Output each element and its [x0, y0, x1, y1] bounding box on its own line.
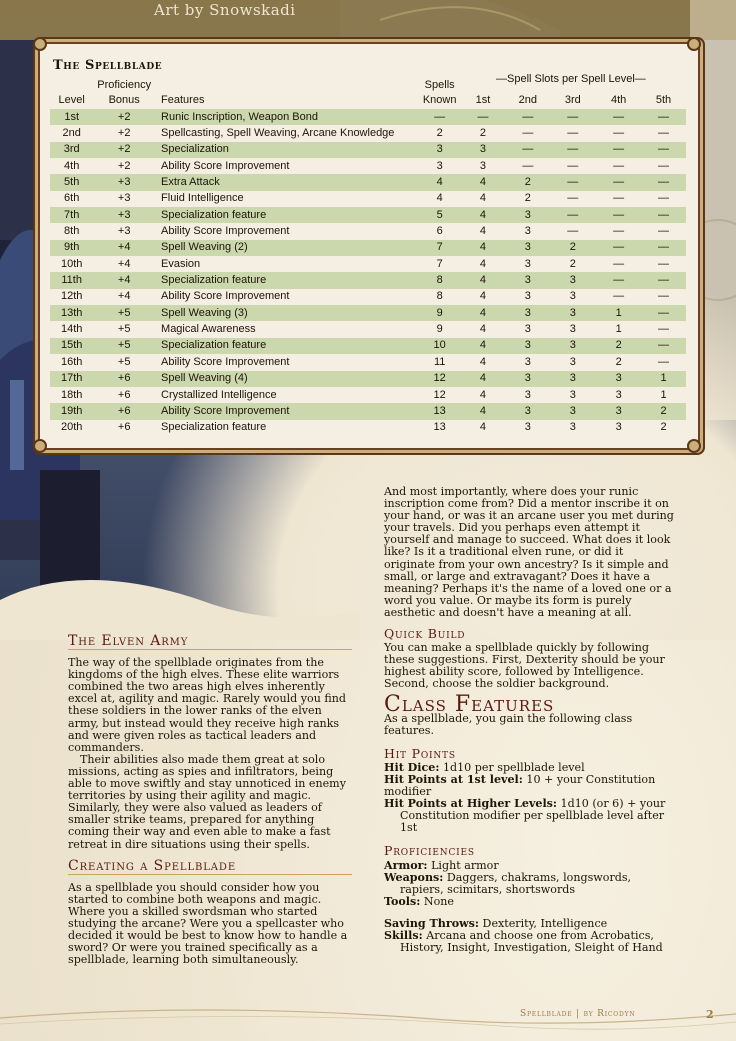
cell-slot-2nd: 3 [524, 225, 531, 238]
elven-army-paragraph-2: Their abilities also made them great at solo missions, acting as spies and infiltrators, being able to move swiftly and stay unnoticed in enemy territories by using their agility and magic. Similarly, they were also valued as leaders of smaller strike teams, prepared for anything coming their way and even able to make a fast retreat in dire situations using their spells. [68, 752, 346, 851]
cell-slot-1st: 4 [479, 355, 486, 368]
frame-corner-ornament [687, 439, 701, 453]
cell-slot-2nd: 3 [524, 388, 531, 401]
cell-slot-3rd: 3 [569, 388, 576, 401]
cell-level: 1st [50, 109, 93, 125]
cell-features: Ability Score Improvement [161, 159, 290, 172]
cell-slot-5th: — [641, 272, 686, 288]
cell-proficiency: +4 [93, 240, 155, 256]
cell-slot-4th: — [596, 142, 641, 158]
cell-slot-2nd: — [522, 159, 534, 172]
skills-line: Skills: Arcana and choose one from Acrobatics, History, Insight, Investigation, Sleight of Hand [384, 929, 663, 955]
cell-features: Magical Awareness [161, 323, 256, 336]
cell-proficiency: +3 [117, 192, 131, 205]
cell-slot-2nd: — [506, 142, 549, 158]
elven-army-paragraph-1: The way of the spellblade originates from the kingdoms of the high elves. These elite warriors combined the two areas high elves inherently excel at, agility and magic. Rarely would you find these soldiers in the lower ranks of the elven army, but instead would they receive high ranks and were given roles as tactical leaders and commanders. [68, 656, 347, 754]
cell-slot-4th: — [596, 272, 641, 288]
table-row [50, 142, 686, 158]
hit-points-first-line: Hit Points at 1st level: 10 + your Constitution modifier [384, 772, 656, 799]
cell-level: 19th [50, 403, 93, 419]
class-features-heading: Class Features [384, 691, 555, 717]
cell-slot-2nd: 3 [506, 403, 549, 419]
cell-level: 5th [50, 174, 93, 190]
cell-level: 12th [60, 290, 83, 303]
cell-slot-5th: — [641, 240, 686, 256]
cell-slot-2nd: 3 [524, 421, 531, 434]
cell-proficiency: +3 [117, 225, 131, 238]
cell-proficiency: +3 [93, 174, 155, 190]
cell-level: 6th [64, 192, 80, 205]
cell-proficiency: +2 [117, 159, 131, 172]
cell-spells-known: 3 [436, 159, 443, 172]
cell-slot-4th: — [596, 240, 641, 256]
header-slot-1st: 1st [475, 94, 491, 106]
cell-slot-3rd: — [549, 142, 596, 158]
spellblade-table [50, 78, 686, 436]
cell-slot-5th: — [641, 142, 686, 158]
cell-slot-5th: — [658, 192, 670, 205]
hit-points-higher-line: Hit Points at Higher Levels: 1d10 (or 6) + your Constitution modifier per spellblade level after 1st [384, 797, 666, 835]
art-credit: Art by Snowskadi [154, 1, 296, 19]
table-row [50, 289, 686, 305]
cell-slot-1st: 4 [460, 272, 507, 288]
cell-slot-4th: — [613, 290, 625, 303]
cell-level: 10th [60, 257, 83, 270]
table-row [50, 354, 686, 370]
cell-slot-3rd: — [567, 192, 579, 205]
frame-corner-ornament [33, 439, 47, 453]
header-proficiency: Proficiency Bonus [97, 79, 152, 106]
cell-slot-4th: — [613, 159, 625, 172]
cell-level: 18th [60, 388, 83, 401]
cell-slot-2nd: 3 [524, 290, 531, 303]
table-header-row [50, 78, 686, 109]
cell-slot-2nd: 3 [524, 323, 531, 336]
cell-slot-2nd: 3 [506, 207, 549, 223]
cell-slot-1st: 2 [479, 127, 486, 140]
hit-points-heading: Hit Points [384, 745, 456, 761]
table-row [50, 223, 686, 239]
cell-spells-known: 6 [436, 225, 443, 238]
cell-proficiency: +6 [117, 421, 131, 434]
cell-slot-2nd: — [506, 109, 549, 125]
header-slot-3rd: 3rd [564, 94, 581, 106]
cell-proficiency: +3 [93, 207, 155, 223]
table-row [50, 321, 686, 337]
cell-slot-5th: 2 [660, 421, 667, 434]
table-row [50, 403, 686, 419]
cell-slot-2nd: 3 [524, 257, 531, 270]
cell-slot-3rd: — [549, 174, 596, 190]
creating-paragraph: As a spellblade you should consider how you started to combine both weapons and magic. Where you a skilled swordsman who started studying the arcane? Were you a spellcaster who decided it would be best to know how to handle a sword? Or were you trained specifically as a spellblade, learning both simultaneously. [68, 880, 348, 967]
cell-features: Extra Attack [155, 174, 420, 190]
cell-spells-known: 12 [433, 388, 446, 401]
cell-slot-3rd: — [549, 109, 596, 125]
cell-slot-1st: 4 [479, 290, 486, 303]
cell-features: Runic Inscription, Weapon Bond [155, 109, 420, 125]
cell-slot-5th: — [641, 109, 686, 125]
cell-features: Ability Score Improvement [155, 403, 420, 419]
table-row [50, 371, 686, 387]
cell-spells-known: 3 [420, 142, 460, 158]
table-row [50, 158, 686, 174]
cell-slot-5th: — [658, 159, 670, 172]
cell-proficiency: +5 [117, 323, 131, 336]
cell-slot-4th: — [596, 207, 641, 223]
cell-features: Specialization [155, 142, 420, 158]
cell-level: 3rd [50, 142, 93, 158]
cell-proficiency: +2 [117, 127, 131, 140]
table-row [50, 256, 686, 272]
table-row [50, 338, 686, 354]
cell-level: 16th [60, 355, 83, 368]
header-slot-2nd: 2nd [518, 94, 538, 106]
elven-army-heading: The Elven Army [68, 635, 352, 650]
table-row [50, 125, 686, 141]
cell-slot-3rd: 3 [569, 421, 576, 434]
cell-features: Ability Score Improvement [161, 355, 290, 368]
cell-slot-1st: 4 [479, 225, 486, 238]
table-row [50, 191, 686, 207]
hit-dice-line: Hit Dice: 1d10 per spellblade level [384, 760, 585, 774]
cell-slot-3rd: 3 [569, 290, 576, 303]
cell-spells-known: 11 [433, 355, 446, 368]
cell-spells-known: 9 [420, 305, 460, 321]
cell-spells-known: 7 [436, 257, 443, 270]
cell-level: 11th [50, 272, 93, 288]
cell-level: 13th [50, 305, 93, 321]
cell-level: 14th [60, 323, 83, 336]
cell-features: Specialization feature [155, 272, 420, 288]
cell-level: 8th [64, 225, 80, 238]
cell-slot-1st: 4 [479, 192, 486, 205]
cell-features: Crystallized Intelligence [161, 388, 277, 401]
weapons-line: Weapons: Daggers, chakrams, longswords, rapiers, scimitars, shortswords [384, 870, 632, 896]
cell-slot-3rd: 3 [549, 338, 596, 354]
cell-spells-known: 9 [436, 323, 443, 336]
cell-level: 2nd [62, 127, 81, 140]
cell-level: 7th [50, 207, 93, 223]
cell-spells-known: 13 [420, 403, 460, 419]
cell-slot-5th: — [658, 355, 670, 368]
header-slot-5th: 5th [655, 94, 672, 106]
cell-slot-1st: 4 [460, 240, 507, 256]
cell-slot-5th: — [658, 225, 670, 238]
cell-spells-known: 4 [420, 174, 460, 190]
cell-slot-4th: 3 [596, 403, 641, 419]
cell-slot-3rd: 3 [549, 371, 596, 387]
quick-build-heading: Quick Build [384, 626, 466, 642]
cell-slot-1st: 4 [460, 174, 507, 190]
cell-proficiency: +5 [93, 305, 155, 321]
header-features: Features [161, 94, 205, 106]
cell-slot-4th: 2 [615, 355, 622, 368]
cell-proficiency: +5 [117, 355, 131, 368]
cell-slot-1st: 4 [460, 338, 507, 354]
cell-slot-1st: 4 [479, 257, 486, 270]
cell-slot-1st: 4 [479, 421, 486, 434]
cell-slot-5th: — [658, 290, 670, 303]
cell-slot-4th: 2 [596, 338, 641, 354]
cell-slot-3rd: — [567, 127, 579, 140]
cell-spells-known: 7 [420, 240, 460, 256]
cell-level: 9th [50, 240, 93, 256]
table-row [50, 420, 686, 436]
cell-slot-5th: — [641, 305, 686, 321]
table-row [50, 174, 686, 190]
cell-features: Spell Weaving (3) [155, 305, 420, 321]
class-features-text: As a spellblade, you gain the following class features. [384, 711, 633, 737]
armor-line: Armor: Light armor [384, 858, 499, 872]
cell-features: Evasion [161, 257, 201, 270]
cell-spells-known: 4 [436, 192, 443, 205]
cell-spells-known: 10 [420, 338, 460, 354]
table-row [50, 240, 686, 256]
cell-proficiency: +6 [93, 371, 155, 387]
cell-slot-5th: — [641, 207, 686, 223]
cell-spells-known: 12 [420, 371, 460, 387]
cell-slot-3rd: 3 [569, 323, 576, 336]
cell-slot-1st: 3 [460, 142, 507, 158]
cell-proficiency: +2 [93, 109, 155, 125]
cell-slot-2nd: 3 [506, 338, 549, 354]
cell-features: Specialization feature [155, 338, 420, 354]
cell-features: Spellcasting, Spell Weaving, Arcane Knowledge [161, 127, 395, 140]
cell-slot-1st: 4 [460, 305, 507, 321]
cell-slot-1st: 4 [460, 371, 507, 387]
cell-slot-2nd: — [522, 127, 534, 140]
table-row [50, 305, 686, 321]
cell-slot-1st: 4 [479, 323, 486, 336]
cell-slot-1st: — [460, 109, 507, 125]
cell-slot-2nd: 3 [506, 272, 549, 288]
cell-proficiency: +6 [93, 403, 155, 419]
creating-heading: Creating a Spellblade [68, 860, 352, 875]
cell-spells-known: 5 [420, 207, 460, 223]
cell-slot-2nd: 3 [506, 240, 549, 256]
frame-corner-ornament [33, 37, 47, 51]
table-body [50, 109, 686, 436]
cell-slot-3rd: 3 [569, 355, 576, 368]
cell-slot-4th: — [613, 225, 625, 238]
cell-slot-2nd: 3 [506, 371, 549, 387]
proficiencies-heading: Proficiencies [384, 843, 475, 859]
runic-inscription-paragraph: And most importantly, where does your runic inscription come from? Did a mentor inscribe it on your hand, or was it an arcane user you met during your travels. Did you perhaps even attempt it yourself and manage to succeed. What does it look like? Is it a traditional elven rune, or did it originate from your own ancestry? Is it simple and small, or large and extravagant? Does it have a meaning? Perhaps it's the name of a loved one or a word you value. Or maybe its form is purely aesthetic and doesn't have a meaning at all. [384, 485, 674, 619]
cell-slot-4th: 1 [596, 305, 641, 321]
table-row [50, 207, 686, 223]
cell-level: 17th [50, 371, 93, 387]
cell-level: 4th [64, 159, 80, 172]
cell-slot-5th: — [641, 174, 686, 190]
cell-proficiency: +4 [117, 290, 131, 303]
cell-slot-5th: 2 [641, 403, 686, 419]
cell-slot-2nd: 2 [524, 192, 531, 205]
table-row [50, 109, 686, 125]
cell-slot-2nd: 3 [524, 355, 531, 368]
table-row [50, 272, 686, 288]
cell-slot-4th: 3 [615, 388, 622, 401]
cell-level: 15th [50, 338, 93, 354]
cell-slot-4th: 3 [596, 371, 641, 387]
cell-slot-3rd: — [549, 207, 596, 223]
cell-slot-3rd: 3 [549, 403, 596, 419]
cell-proficiency: +4 [93, 272, 155, 288]
cell-proficiency: +5 [93, 338, 155, 354]
cell-spells-known: 8 [420, 272, 460, 288]
cell-slot-1st: 4 [479, 388, 486, 401]
cell-slot-3rd: — [567, 159, 579, 172]
cell-slot-4th: — [613, 257, 625, 270]
cell-features: Spell Weaving (2) [155, 240, 420, 256]
cell-slot-3rd: 3 [549, 272, 596, 288]
cell-spells-known: 8 [436, 290, 443, 303]
cell-spells-known: 2 [436, 127, 443, 140]
frame-corner-ornament [687, 37, 701, 51]
cell-slot-3rd: 2 [549, 240, 596, 256]
saving-throws-line: Saving Throws: Dexterity, Intelligence [384, 916, 608, 930]
cell-slot-5th: 1 [641, 371, 686, 387]
cell-proficiency: +4 [117, 257, 131, 270]
cell-slot-1st: 3 [479, 159, 486, 172]
table-title: The Spellblade [53, 58, 163, 73]
header-spells-known: Spells Known [422, 79, 457, 106]
cell-slot-2nd: 2 [506, 174, 549, 190]
cell-slot-3rd: 3 [549, 305, 596, 321]
cell-slot-3rd: 2 [569, 257, 576, 270]
header-level: Level [58, 94, 85, 106]
cell-slot-1st: 4 [460, 403, 507, 419]
cell-slot-4th: — [613, 127, 625, 140]
cell-proficiency: +2 [93, 142, 155, 158]
cell-slot-5th: — [658, 257, 670, 270]
cell-slot-3rd: — [567, 225, 579, 238]
cell-slot-5th: 1 [660, 388, 667, 401]
cell-features: Specialization feature [161, 421, 267, 434]
cell-slot-4th: 1 [615, 323, 622, 336]
cell-slot-4th: 3 [615, 421, 622, 434]
cell-features: Ability Score Improvement [161, 225, 290, 238]
spell-slots-header: —Spell Slots per Spell Level— [496, 73, 646, 85]
cell-slot-5th: — [658, 323, 670, 336]
cell-features: Ability Score Improvement [161, 290, 290, 303]
cell-slot-1st: 4 [460, 207, 507, 223]
table-row [50, 387, 686, 403]
cell-spells-known: — [420, 109, 460, 125]
page-number: 2 [706, 1008, 714, 1021]
quick-build-text: You can make a spellblade quickly by following these suggestions. First, Dexterity should be your highest ability score, followed by Intelligence. Second, choose the soldier background. [384, 641, 665, 691]
cell-slot-4th: — [596, 174, 641, 190]
cell-slot-2nd: 3 [506, 305, 549, 321]
header-slot-4th: 4th [610, 94, 627, 106]
left-column [68, 635, 352, 966]
cell-proficiency: +6 [117, 388, 131, 401]
cell-features: Spell Weaving (4) [155, 371, 420, 387]
cell-features: Specialization feature [155, 207, 420, 223]
cell-slot-5th: — [658, 127, 670, 140]
right-column [384, 486, 674, 954]
footer-ornament [0, 1000, 736, 1040]
cell-slot-5th: — [641, 338, 686, 354]
cell-slot-4th: — [613, 192, 625, 205]
cell-spells-known: 13 [433, 421, 446, 434]
cell-level: 20th [60, 421, 83, 434]
cell-slot-4th: — [596, 109, 641, 125]
tools-line: Tools: None [384, 894, 454, 908]
cell-features: Fluid Intelligence [161, 192, 244, 205]
footer-text: Spellblade | by Ricodyn [520, 1009, 636, 1019]
